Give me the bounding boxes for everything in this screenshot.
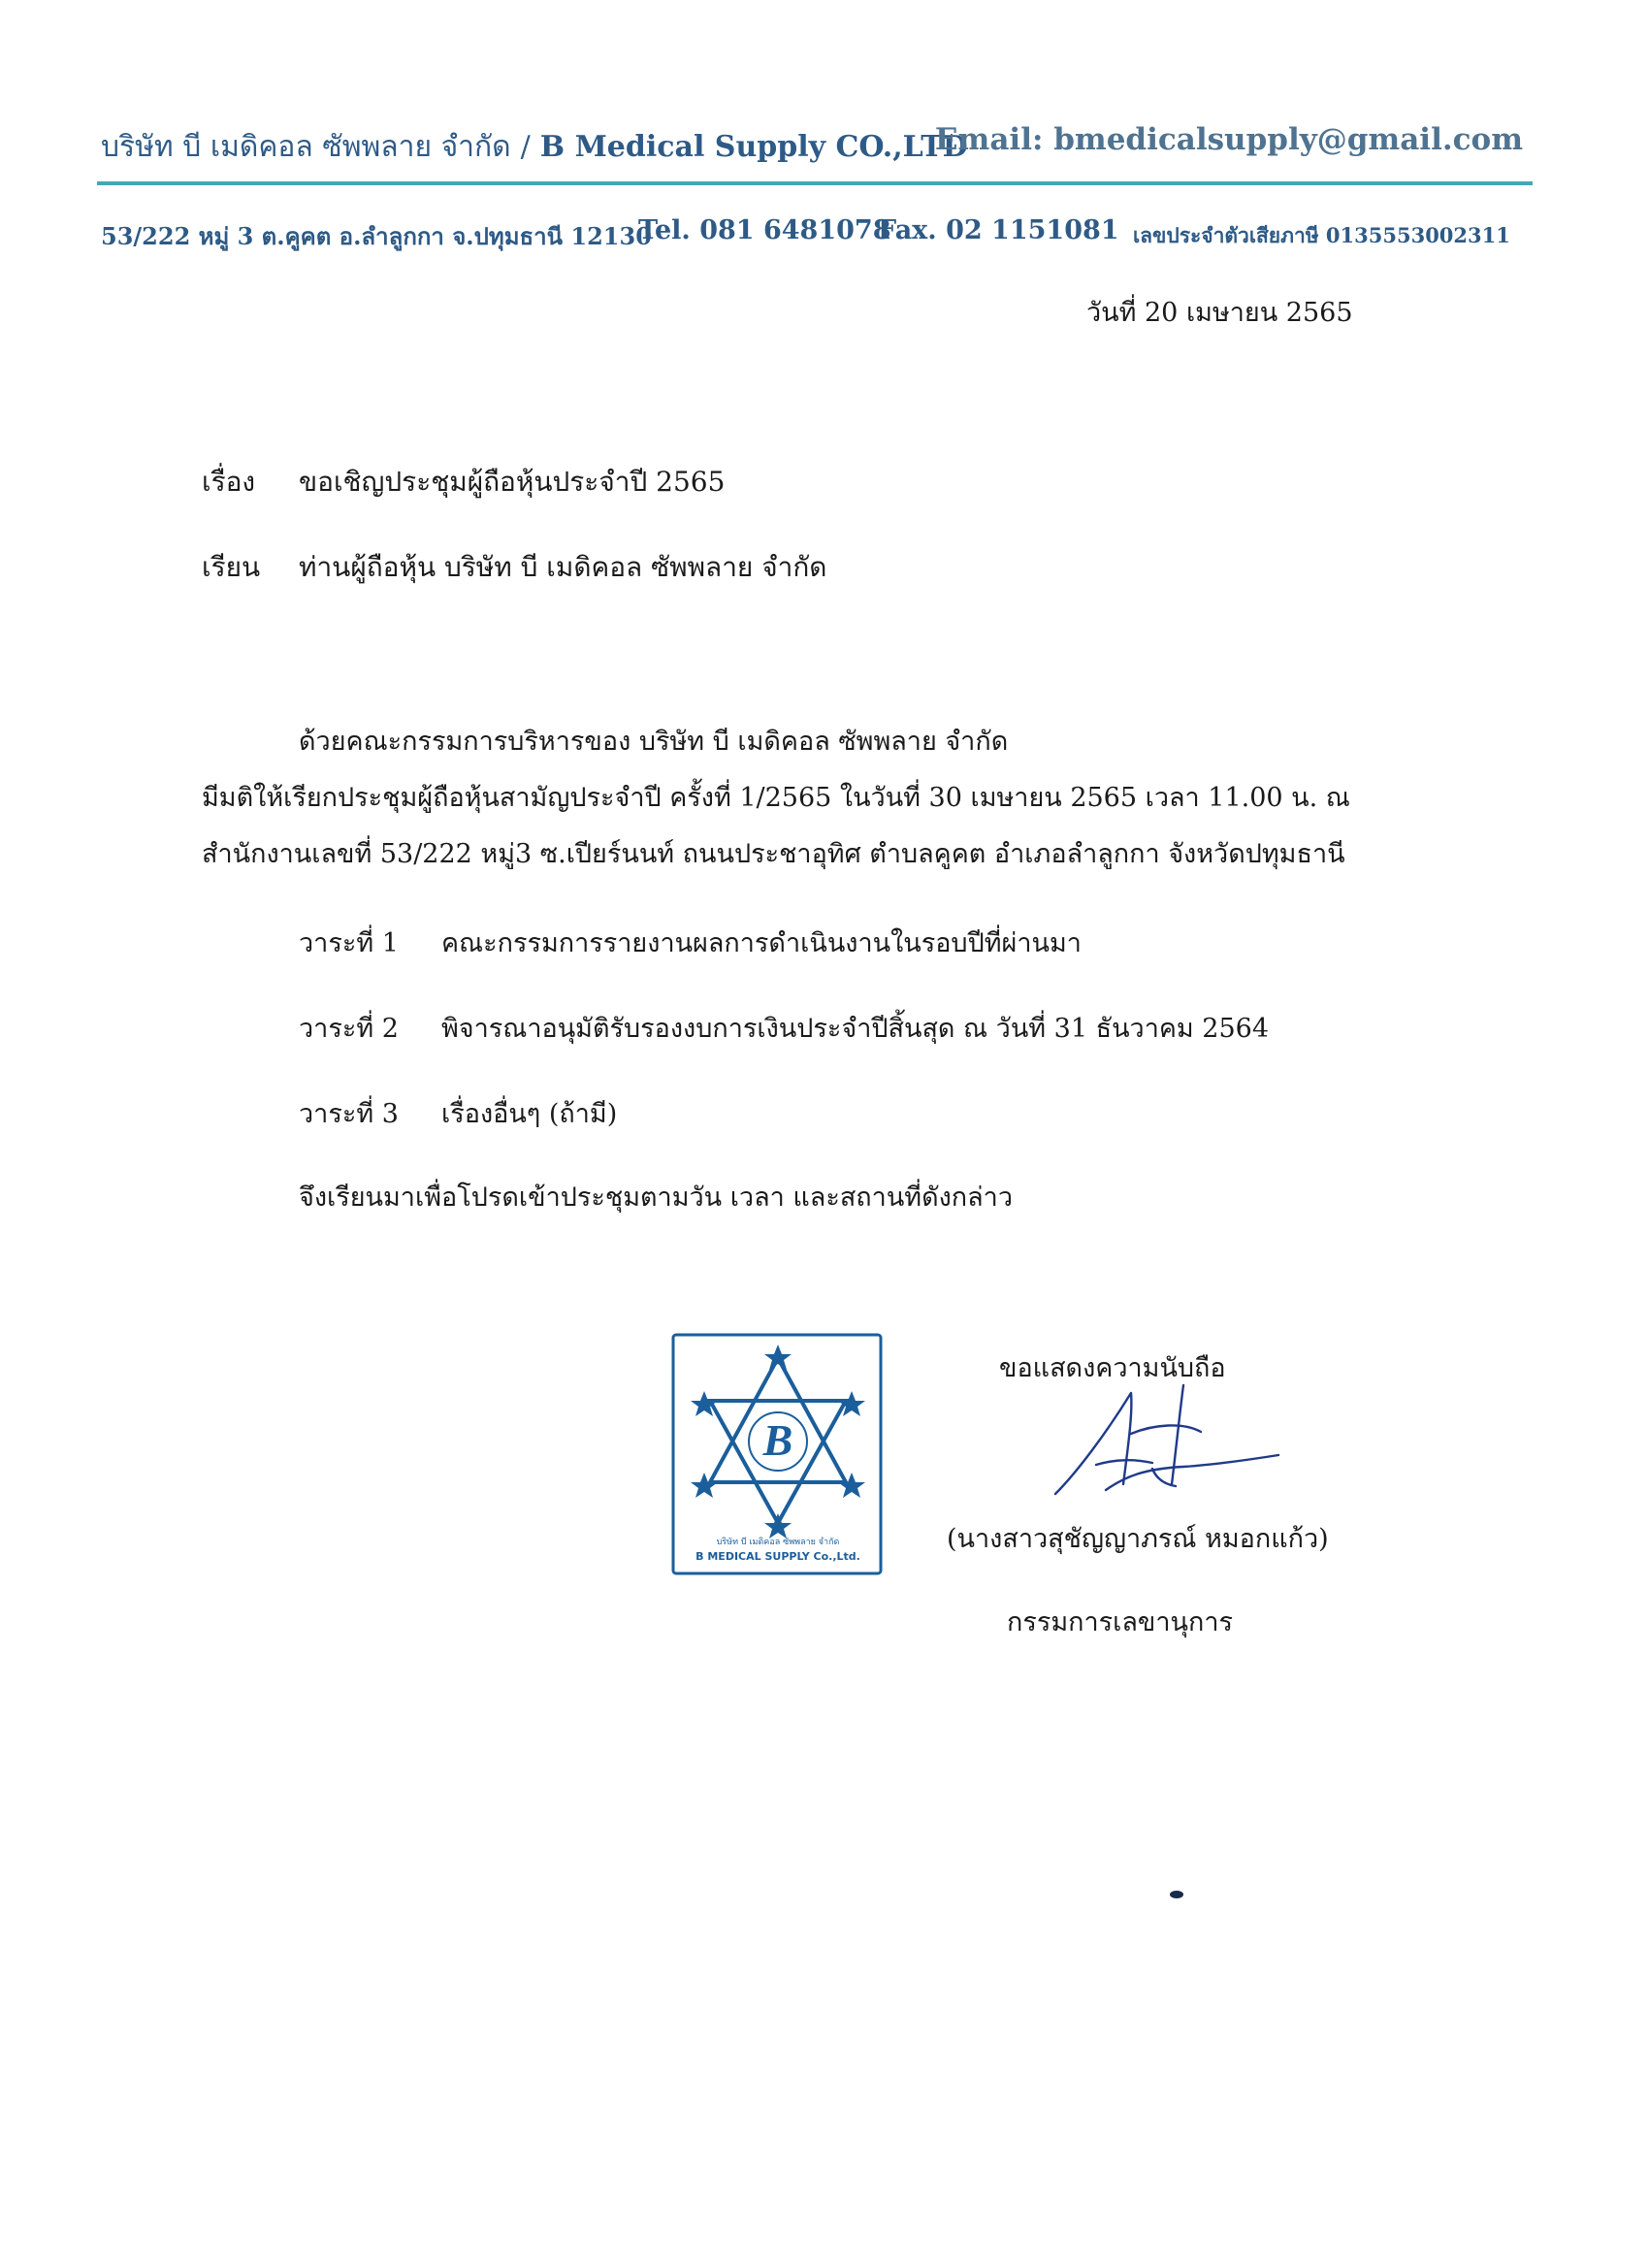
stamp-text-thai: บริษัท บี เมดิคอล ซัพพลาย จำกัด [716, 1538, 840, 1547]
recipient-label: เรียน [202, 551, 261, 583]
letter-date: วันที่ 20 เมษายน 2565 [1086, 298, 1353, 328]
subject-label: เรื่อง [202, 466, 256, 498]
body-line-3: สำนักงานเลขที่ 53/222 หมู่3 ซ.เปียร์นนท์ ถนนประชาอุทิศ ตำบลคูคต อำเภอลำลูกกา จังหวัดปทุมธานี [202, 839, 1345, 869]
recipient-text: ท่านผู้ถือหุ้น บริษัท บี เมดิคอล ซัพพลาย จำกัด [299, 551, 827, 583]
scan-speck [1168, 1886, 1185, 1897]
company-name-english: B Medical Supply CO.,LTD [539, 130, 968, 164]
agenda-item-1-text: คณะกรรมการรายงานผลการดำเนินงานในรอบปีที่ผ่านมา [441, 928, 1082, 958]
company-name-thai: บริษัท บี เมดิคอล ซัพพลาย จำกัด [101, 130, 511, 164]
letterhead-email: Email: bmedicalsupply@gmail.com [934, 122, 1523, 157]
letterhead-divider [97, 181, 1533, 185]
stamp-logo-letter: B [762, 1415, 793, 1465]
letterhead-company [101, 124, 968, 170]
signer-position: กรรมการเลขานุการ [1007, 1607, 1234, 1637]
agenda-item-3-text: เรื่องอื่นๆ (ถ้ามี) [441, 1099, 618, 1129]
agenda-item-2-label: วาระที่ 2 [299, 1014, 399, 1044]
letterhead-address: 53/222 หมู่ 3 ต.คูคต อ.ลำลูกกา จ.ปทุมธานี 12130 [101, 222, 652, 250]
letterhead-fax: Fax. 02 1151081 [878, 215, 1119, 245]
handwritten-signature [1038, 1376, 1280, 1502]
agenda-item-2-text: พิจารณาอนุมัติรับรองงบการเงินประจำปีสิ้นสุด ณ วันที่ 31 ธันวาคม 2564 [441, 1014, 1270, 1044]
signature-drawing [1038, 1376, 1280, 1502]
body-line-1: ด้วยคณะกรรมการบริหารของ บริษัท บี เมดิคอล ซัพพลาย จำกัด [299, 727, 1009, 757]
agenda-item-1-label: วาระที่ 1 [299, 928, 399, 958]
company-stamp-logo [669, 1331, 887, 1579]
agenda-item-3-label: วาระที่ 3 [299, 1099, 399, 1129]
company-stamp [669, 1331, 887, 1579]
letterhead-tel: Tel. 081 6481078 [638, 215, 891, 245]
company-name-separator: / [520, 130, 531, 164]
letterhead-tax-id: เลขประจำตัวเสียภาษี 0135553002311 [1133, 223, 1510, 247]
body-line-2: มีมติให้เรียกประชุมผู้ถือหุ้นสามัญประจำปี ครั้งที่ 1/2565 ในวันที่ 30 เมษายน 2565 เวลา 11.00 น. ณ [202, 783, 1350, 813]
speck-mark [1168, 1889, 1185, 1900]
subject-text: ขอเชิญประชุมผู้ถือหุ้นประจำปี 2565 [299, 466, 726, 498]
signer-name: (นางสาวสุชัญญาภรณ์ หมอกแก้ว) [947, 1524, 1329, 1554]
closing-line: จึงเรียนมาเพื่อโปรดเข้าประชุมตามวัน เวลา และสถานที่ดังกล่าว [299, 1183, 1014, 1213]
closing-regards: ขอแสดงความนับถือ [999, 1353, 1226, 1383]
stamp-text-english: B MEDICAL SUPPLY Co.,Ltd. [695, 1550, 860, 1563]
